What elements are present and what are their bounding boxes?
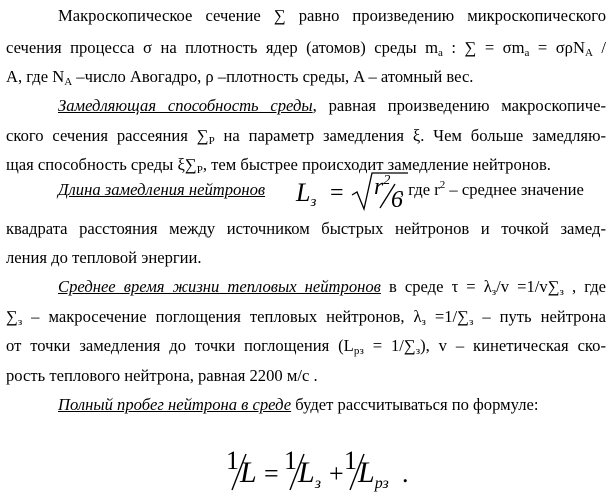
formula-total-path	[224, 446, 424, 494]
para4-line3: от точки замедления до точки поглощения $(L_{рз} = 1/\sum_з)$, v – кинетическая ско-	[6, 336, 606, 357]
para4-line1: Среднее время жизни тепловых нейтронов в среде $\tau = \lambda_з/v =1/v\sum_з$ , где	[58, 277, 607, 298]
formula-equals-2: =	[264, 459, 279, 488]
para3-term-line	[58, 180, 298, 200]
para2-line1: Замедляющая способность среды, равная произведению макроскопиче-	[58, 96, 606, 115]
para1-line1: Макроскопическое сечение ∑ равно произведению микроскопического	[58, 6, 606, 25]
formula-L-slowing: $L_з$	[298, 456, 321, 492]
para2-line3: щая способность среды $\xi\sum_P$, тем быстрее происходит замедление нейтронов.	[6, 155, 551, 176]
formula-equals: =	[330, 180, 344, 206]
formula-one-a: 1	[226, 446, 239, 475]
formula-one-b: 1	[284, 446, 297, 475]
term-total-path: Полный пробег нейтрона в среде	[58, 395, 292, 414]
para4-line4: рость теплового нейтрона, равная 2200 м/с .	[6, 366, 318, 385]
term-slowing-power: Замедляющая способность среды	[58, 96, 313, 115]
formula-L-total: L	[240, 456, 257, 489]
para3-line3: ления до тепловой энергии.	[6, 248, 202, 267]
para2-line2: ского сечения рассеяния $\sum_P$ на параметр замедления ξ. Чем больше замедляю-	[6, 126, 606, 147]
formula-L: $L_з$	[296, 178, 317, 210]
formula-one-c: 1	[344, 446, 357, 475]
formula-L-diffusion: $L_{рз}$	[358, 456, 389, 492]
para5-line1: Полный пробег нейтрона в среде будет рассчитываться по формуле:	[58, 395, 539, 414]
term-thermal-lifetime: Среднее время жизни тепловых нейтронов	[58, 277, 381, 296]
para3-line2: квадрата расстояния между источником быстрых нейтронов и точкой замед-	[6, 219, 606, 238]
para1-line2: сечения процесса σ на плотность ядер (атомов) среды $m_a$ : ∑ = $\sigma m_a = \sigma\rho N_A$ /	[6, 38, 606, 59]
formula-denominator: 6	[391, 187, 403, 213]
para4-line2: $\sum_з$ – макросечение поглощения тепловых нейтронов, $\lambda_з =1/\sum_з$ – путь нейтрона	[6, 307, 606, 328]
term-slowing-length: Длина замедления нейтронов	[58, 180, 266, 199]
formula-numerator: $r^2$	[374, 173, 391, 200]
formula-plus: +	[329, 459, 344, 488]
para1-line3: A, где $N_A$ –число Авогадро, ρ –плотность среды, A – атомный вес.	[6, 67, 474, 88]
para3-line1-tail: , где $r^2$ – среднее значение	[400, 179, 584, 199]
formula-period: .	[402, 459, 409, 488]
